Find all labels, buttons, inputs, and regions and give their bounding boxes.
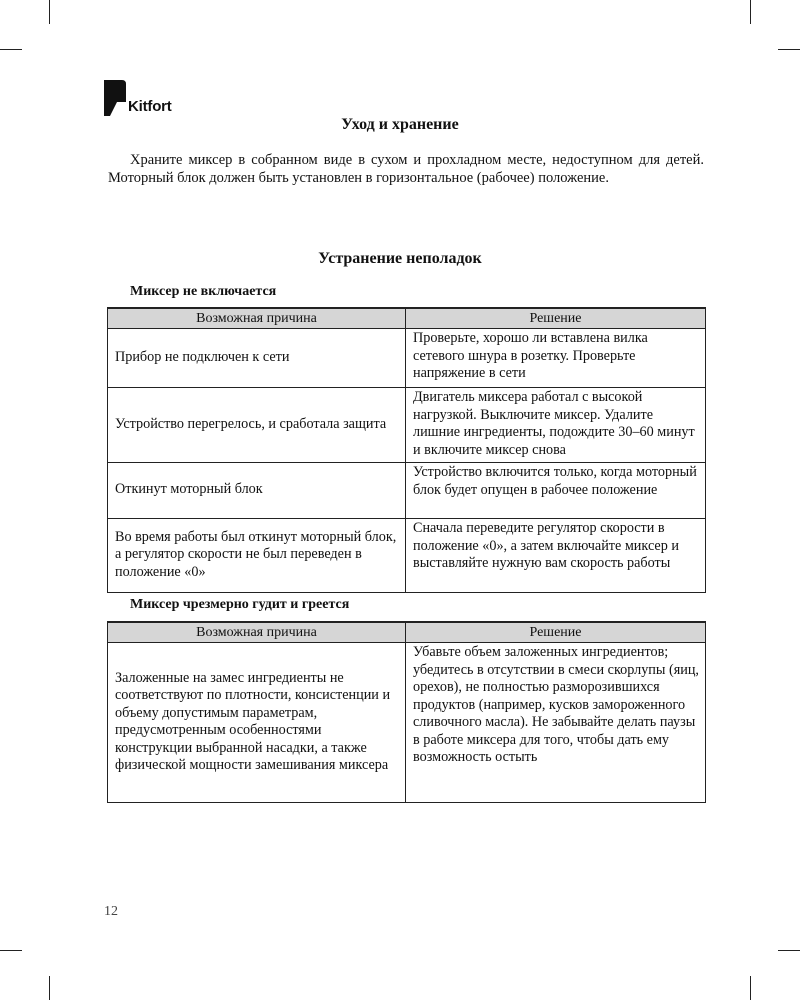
column-header-solution: Решение xyxy=(406,622,706,643)
table-row xyxy=(108,463,706,519)
table-header-row xyxy=(108,308,706,329)
troubleshooting-table-overheat xyxy=(107,621,706,803)
brand-logo-text: Kitfort xyxy=(128,98,172,115)
table-row xyxy=(108,519,706,593)
kitfort-logo-icon xyxy=(104,80,126,116)
troubleshooting-table-no-power xyxy=(107,307,706,593)
column-header-cause: Возможная причина xyxy=(108,622,406,643)
solution-cell: Устройство включится только, когда моторный блок будет опущен в рабочее положение xyxy=(406,463,706,519)
care-title: Уход и хранение xyxy=(341,116,459,133)
cause-cell: Во время работы был откинут моторный блок, а регулятор скорости не был переведен в положение «0» xyxy=(108,519,406,593)
table-row xyxy=(108,643,706,803)
cause-cell: Откинут моторный блок xyxy=(108,463,406,519)
subsection-heading-no-power: Миксер не включается xyxy=(130,284,277,299)
crop-mark xyxy=(750,976,751,1000)
crop-mark xyxy=(49,976,50,1000)
crop-mark xyxy=(49,0,50,24)
crop-mark xyxy=(0,49,22,50)
crop-mark xyxy=(778,950,800,951)
crop-mark xyxy=(0,950,22,951)
solution-cell: Сначала переведите регулятор скорости в положение «0», а затем включайте миксер и выставляйте нужную вам скорость работы xyxy=(406,519,706,593)
table-header-row xyxy=(108,622,706,643)
cause-cell: Прибор не подключен к сети xyxy=(108,329,406,388)
solution-cell: Двигатель миксера работал с высокой нагрузкой. Выключите миксер. Удалите лишние ингредиенты, подождите 30–60 минут и включите миксер снова xyxy=(406,388,706,463)
crop-mark xyxy=(778,49,800,50)
cause-cell: Устройство перегрелось, и сработала защита xyxy=(108,388,406,463)
table-row xyxy=(108,388,706,463)
table-row xyxy=(108,329,706,388)
solution-cell: Проверьте, хорошо ли вставлена вилка сетевого шнура в розетку. Проверьте напряжение в сети xyxy=(406,329,706,388)
care-paragraph: Храните миксер в собранном виде в сухом и прохладном месте, недоступном для детей. Моторный блок должен быть установлен в горизонтальное (рабочее) положение. xyxy=(108,152,704,186)
column-header-solution: Решение xyxy=(406,308,706,329)
troubleshooting-title: Устранение неполадок xyxy=(318,250,482,267)
brand-logo xyxy=(104,80,172,116)
subsection-heading-overheat: Миксер чрезмерно гудит и греется xyxy=(130,597,350,612)
crop-mark xyxy=(750,0,751,24)
solution-cell: Убавьте объем заложенных ингредиентов; убедитесь в отсутствии в смеси скорлупы (яиц, орехов), не полностью разморозившихся продуктов (например, кусков замороженного сливочного масла). Не забывайте делать паузы в работе миксера для того, чтобы дать ему возможность остыть xyxy=(406,643,706,803)
cause-cell: Заложенные на замес ингредиенты не соответствуют по плотности, консистенции и объему допустимым параметрам, предусмотренным особенностями конструкции выбранной насадки, а также физической мощности замешивания миксера xyxy=(108,643,406,803)
column-header-cause: Возможная причина xyxy=(108,308,406,329)
page-number: 12 xyxy=(104,904,118,919)
